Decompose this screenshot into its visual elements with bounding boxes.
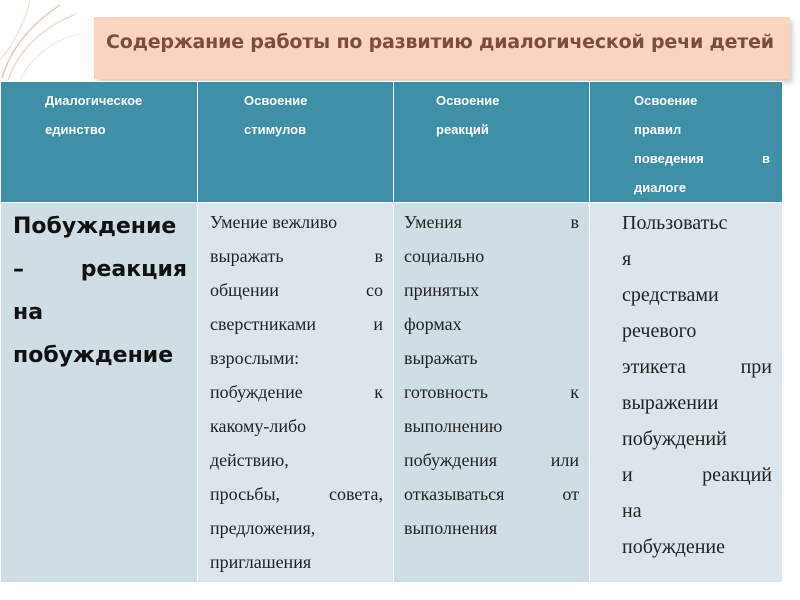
header-line: Диалогическое	[45, 93, 143, 108]
cell-word: этикета	[622, 356, 686, 378]
cell-lines	[622, 205, 772, 565]
cell-dialog-rules	[590, 203, 783, 583]
cell-word: социально	[404, 246, 485, 266]
cell-line	[13, 248, 187, 291]
cell-word: реакция	[80, 257, 187, 282]
cell-line	[404, 375, 579, 409]
cell-word: в	[570, 212, 579, 232]
cell-word: общении	[210, 280, 279, 300]
cell-word: или	[550, 450, 579, 470]
cell-line	[622, 421, 772, 457]
header-line: единство	[45, 122, 106, 137]
cell-word: побуждение	[13, 343, 174, 368]
cell-line	[622, 313, 772, 349]
header-word: в	[762, 151, 770, 166]
cell-word: Умение вежливо	[210, 212, 338, 232]
cell-line	[210, 477, 383, 511]
cell-lines	[404, 205, 579, 545]
header-line	[634, 144, 770, 173]
cell-word: Пользоватьс	[622, 212, 728, 234]
header-word: поведения	[634, 151, 704, 166]
cell-word: со	[366, 280, 383, 300]
cell-word: и	[622, 464, 633, 486]
cell-line	[404, 205, 579, 239]
cell-word: и	[373, 314, 383, 334]
header-line: Освоение	[634, 93, 698, 108]
cell-word: средствами	[622, 284, 719, 306]
cell-line	[622, 493, 772, 529]
decorative-curves-icon	[0, 0, 80, 82]
table-row	[1, 203, 783, 583]
cell-line	[622, 349, 772, 385]
cell-line	[13, 291, 187, 334]
cell-word: побуждения	[404, 450, 497, 470]
cell-word: от	[562, 484, 579, 504]
cell-word: при	[740, 356, 772, 378]
cell-reactions	[394, 203, 590, 583]
cell-line	[404, 511, 579, 545]
cell-line	[404, 307, 579, 341]
cell-line	[622, 457, 772, 493]
header-stimuli	[198, 82, 394, 203]
cell-line	[404, 341, 579, 375]
title-bar	[94, 17, 790, 79]
content-table-wrapper	[0, 81, 782, 583]
content-table	[0, 81, 783, 583]
cell-line	[404, 477, 579, 511]
cell-line	[622, 241, 772, 277]
cell-word: действию,	[210, 450, 289, 470]
cell-line	[13, 205, 187, 248]
cell-word: формах	[404, 314, 462, 334]
cell-stimuli	[198, 203, 394, 583]
cell-word: речевого	[622, 320, 697, 342]
header-line: диалоге	[634, 180, 687, 195]
cell-line	[210, 205, 383, 239]
header-line: Освоение	[436, 93, 500, 108]
cell-line	[210, 239, 383, 273]
cell-word: в	[374, 246, 383, 266]
table-header-row	[1, 82, 783, 203]
cell-word: побуждений	[622, 428, 727, 450]
cell-word: к	[374, 382, 383, 402]
header-line: Освоение	[244, 93, 308, 108]
cell-word: выражать	[404, 348, 478, 368]
cell-word: на	[622, 500, 642, 522]
cell-word: Умения	[404, 212, 463, 232]
cell-line	[404, 443, 579, 477]
cell-word: взрослыми:	[210, 348, 300, 368]
cell-line	[210, 307, 383, 341]
slide-title: Содержание работы по развитию диалогической речи детей	[106, 31, 774, 53]
header-dialog-rules	[590, 82, 783, 203]
cell-word: просьбы,	[210, 484, 281, 504]
cell-word: сверстниками	[210, 314, 316, 334]
cell-word: выполнения	[404, 518, 498, 538]
cell-word: отказываться	[404, 484, 505, 504]
cell-line	[210, 511, 383, 545]
cell-word: –	[13, 257, 24, 282]
cell-dialog-unit	[1, 203, 198, 583]
cell-word: побуждение	[622, 536, 726, 558]
header-line: реакций	[436, 122, 489, 137]
cell-word: побуждение	[210, 382, 303, 402]
cell-line	[210, 443, 383, 477]
cell-line	[622, 385, 772, 421]
cell-line	[210, 341, 383, 375]
cell-word: приглашения	[210, 552, 312, 572]
header-reactions	[394, 82, 590, 203]
cell-line	[210, 545, 383, 579]
cell-line	[210, 375, 383, 409]
header-line: правил	[634, 122, 682, 137]
cell-word: выражать	[210, 246, 284, 266]
cell-word: принятых	[404, 280, 480, 300]
cell-word: выражении	[622, 392, 719, 414]
cell-line	[210, 409, 383, 443]
cell-line	[404, 273, 579, 307]
cell-line	[210, 273, 383, 307]
cell-word: к	[570, 382, 579, 402]
cell-word: выполнению	[404, 416, 503, 436]
cell-word: совета,	[329, 484, 383, 504]
cell-lines	[210, 205, 383, 579]
cell-line	[404, 239, 579, 273]
cell-line	[622, 529, 772, 565]
cell-line	[622, 277, 772, 313]
cell-word: я	[622, 248, 632, 270]
cell-word: на	[13, 300, 44, 325]
cell-word: готовность	[404, 382, 488, 402]
header-line: стимулов	[244, 122, 307, 137]
header-dialog-unit	[1, 82, 198, 203]
cell-word: реакций	[702, 464, 772, 486]
cell-lines	[13, 205, 187, 377]
cell-line	[622, 205, 772, 241]
cell-word: Побуждение	[13, 214, 177, 239]
cell-word: какому-либо	[210, 416, 307, 436]
cell-word: предложения,	[210, 518, 316, 538]
cell-line	[13, 334, 187, 377]
cell-line	[404, 409, 579, 443]
